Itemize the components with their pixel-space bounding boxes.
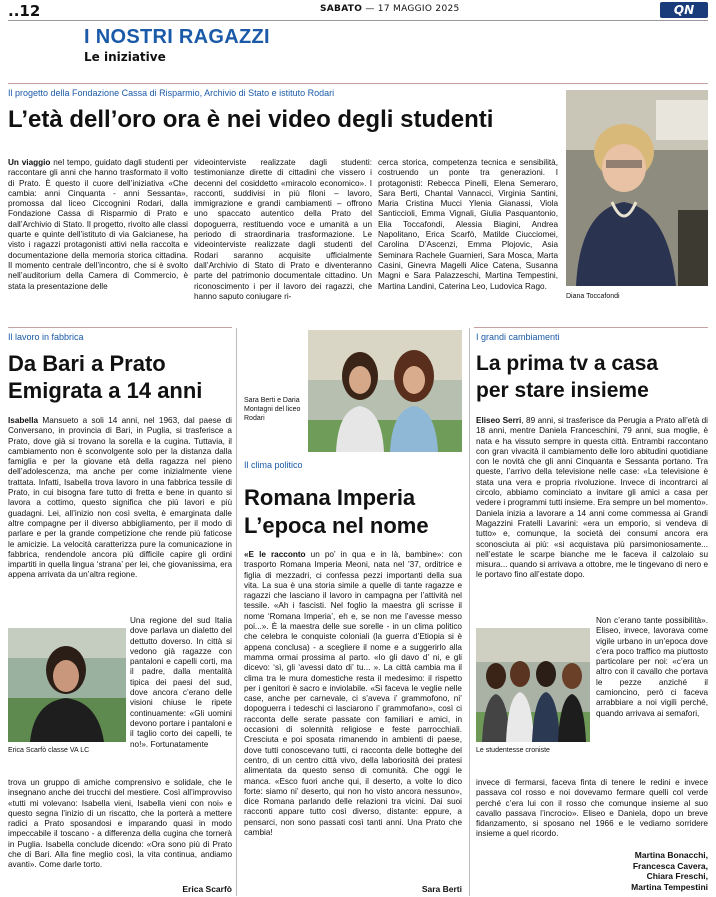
section-title: I NOSTRI RAGAZZI [84, 26, 270, 48]
right-signature-2: Francesca Cavera, [632, 860, 708, 871]
right-headline-line-2: per stare insieme [476, 379, 649, 402]
left-divider [8, 327, 232, 328]
middle-dropcap: «E le racconto [244, 550, 306, 559]
right-photo [476, 628, 590, 742]
left-body-end: trova un gruppo di amiche comprensivo e solidale, che le insegnano anche dei trucchi del mestiere. Così all’improvviso «tutti mi volevano: Isabella vieni, Isabella vieni con noi» e questo segna l’inizio di un riscatto, che la porterà a mettere radici a Prato sposandosi e imparando quasi in modo impeccabile il toscano - a differenza della cugina che tornerà in Puglia. Isabella conclude dicendo: «Ora sono più di Prato che di Bari. Alla fine meglio così, la vita continua, andiamo avanti». Come darle torto. [8, 778, 232, 870]
newspaper-logo: QN [660, 2, 708, 18]
left-signature: Erica Scarfò [182, 884, 232, 894]
middle-photo-caption: Sara Berti e Daria Montagni del liceo Rodari [244, 397, 301, 422]
left-body-text: Mansueto a soli 14 anni, nel 1963, dal paese di Conversano, in provincia di Bari, in Puglia, si trasferisce a Prato, dove già si trovano la sorella e la cugina. Tuttavia, il cambiamento non è sconvolgente solo per la distanza dalla famiglia e per la giovane età della ragazza nel pieno dell’adolescenza, ma anche per come inizialmente viene trattata. Infatti, Isabella trova lavoro in una fabbrica tessile di Prato, in cui bisogna fare tutto di fretta e bene in quanto si lavora a cottimo, questo significa che più lavori e più guadagni. Lei, all’inizio non così svelta, è emarginata dalle altre compagne per il diverso abbigliamento, per il modo di parlare e per la grande competizione che rende più faticose le amicizie. La velocità caratterizza pure la comunicazione in fabbrica, rendendole ancora più difficile capire gli ordini impartiti in quella lingua ‘strana’ per lei, che giovanissima, era appena arrivata da un’altra regione. [8, 416, 232, 580]
group-students-illustration [476, 628, 590, 742]
lead-headline: L’età dell’oro ora è nei video degli studenti [8, 106, 494, 133]
right-kicker: I grandi cambiamenti [476, 332, 560, 342]
two-students-illustration [308, 330, 462, 452]
right-headline-line-1: La prima tv a casa [476, 352, 659, 375]
left-photo-caption: Erica Scarfò classe VA LC [8, 747, 90, 754]
lead-column-1-text: nel tempo, guidato dagli studenti per raccontare gli anni che hanno trasformato il volto di Prato. È questo il cuore dell’iniziativa «Che cambia: anni Cinquanta - anni Sessanta», promossa dal liceo Ciccognini Rodari, dalla Fondazione Cassa di Risparmio di Prato e dall’Archivio di Stato. Il progetto, rivolto alle classi quarte e quinte dell’istituto di via Galcianese, ha visto i ragazzi protagonisti attivi nella raccolta e documentazione della memoria storica cittadina. Il momento centrale dell’incontro, che si è svolto nell’auditorium della Camera di Commercio, è stata la presentazione delle [8, 158, 188, 291]
right-photo-caption: Le studentesse croniste [476, 747, 550, 754]
middle-headline-line-1: Romana Imperia [244, 485, 416, 510]
right-dropcap: Eliseo Serri [476, 416, 522, 425]
student-portrait [8, 628, 126, 742]
dateline [320, 4, 460, 14]
right-divider [474, 327, 708, 328]
middle-headline-line-2: L’epoca nel nome [244, 513, 429, 538]
column-rule-right [469, 328, 470, 896]
lead-photo [566, 90, 708, 286]
middle-signature: Sara Berti [421, 884, 462, 894]
left-headline-line-1: Da Bari a Prato [8, 351, 166, 376]
left-body-side: Una regione del sud Italia dove parlava un dialetto del dettutto doverso. In città si vedono già ragazze con pantaloni e capelli corti, ma il padre, dalla mentalità tipica dei paesi del sud, dove ancora c’erano delle visioni chiuse le ripete continuamente: «Gli uomini devono portare i pantaloni e il taglio corto dei capelli, te no!». Fortunatamente [130, 616, 232, 749]
left-dropcap: Isabella [8, 416, 39, 425]
lead-column-3: cerca storica, competenza tecnica e sensibilità, costruendo un ponte tra generazioni. I protagonisti: Rebecca Pinelli, Elena Semeraro, Sara Berti, Chantal Vannacci, Virginia Santini, Maria Cristina Mucci Ylenia Gianassi, Viola Santiccioli, Emma Vignali, Giulia Pasquantonio, Elia Toccafondi, Alessia Biagini, Andrea Napolitano, Erica Scarfò, Matilde Ciucciomei, Carolina D’Ascenzi, Emma Plojovic, Asia Seminara Rachele Guarnieri, Sara Mosca, Marta Casini, Ginevra Magelli Alice Catena, Susanna Magni e Sara Palazzeschi, Martina Tempestini, Martina Landini, Caterina Leo, Ludovica Rago. [378, 158, 558, 291]
middle-body [244, 550, 462, 878]
left-headline [8, 350, 202, 404]
middle-kicker: Il clima politico [244, 460, 303, 470]
right-signatures [476, 850, 708, 892]
right-signature-4: Martina Tempestini [631, 881, 708, 892]
lead-dropcap: Un viaggio [8, 158, 51, 167]
middle-photo [308, 330, 462, 452]
right-body-end: invece di fermarsi, faceva finta di tenere le redini e invece passava col rosso e noi dovevamo fermare quelli col verde perché c’era lui con il rosso che comunque insieme al suo cavallo passava l’incrocio». Eliseo e Daniela, dopo un breve fidanzamento, si sposano nel 1966 e le vediamo sorridere insieme a quel ricordo. [476, 778, 708, 839]
page-number: ..12 [8, 2, 41, 20]
lead-photo-caption: Diana Toccafondi [566, 293, 620, 300]
top-divider [8, 20, 708, 21]
left-body [8, 416, 232, 614]
lead-column-1 [8, 158, 188, 316]
middle-headline [244, 484, 429, 540]
right-signature-1: Martina Bonacchi, [634, 850, 708, 860]
right-body [476, 416, 708, 614]
portrait-illustration [566, 90, 708, 286]
left-photo [8, 628, 126, 742]
left-kicker: Il lavoro in fabbrica [8, 332, 84, 342]
right-headline [476, 350, 658, 404]
right-signature-3: Chiara Freschi, [646, 871, 708, 881]
section-subtitle: Le iniziative [84, 50, 166, 64]
lead-kicker: Il progetto della Fondazione Cassa di Risparmio, Archivio di Stato e istituto Rodari [8, 88, 335, 98]
dateline-day: SABATO [320, 4, 363, 14]
right-body-text: , 89 anni, si trasferisce da Perugia a Prato all’età di 18 anni, mentre Daniela Franceschini, 79 anni, sua moglie, è nata e ha vissuto sempre in questa città. Entrambi raccontano con gran vivacità il cambiamento delle loro abitudini quotidiane con le novità che gli anni Cinquanta e Sessanta portano. Tra queste, l’arrivo della televisione nelle case: «La televisione è stata una vera e propria rivoluzione. Invece di incontrarci al circolo, abbiamo cominciato a invitare gli amici a casa per vedere i programmi tutti insieme. Era sempre un bel momento». Daniela inizia a lavorare a 14 anni come commessa ai Grandi Magazzini Fratelli Lavarini: «era un emporio, si vendeva di tutto» e, comunque, la società dei consumi ancora era sconosciuta ai più: «si acquistava più parsimoniosamente... nell’estate le scarpe bianche me le faceva il calzolaio su misura... quando si arrivava a ottobre, me le tingevano di nero e le portavo fino all’estate dopo. [476, 416, 708, 580]
middle-body-text: un po’ in qua e in là, bambine»: con trasporto Romana Imperia Meoni, nata nel ’37, orditrice e figlia di mezzadri, ci confessa pezzi importanti della sua vita. La sua è una storia simile a quelle di tante ragazze e ragazzi che lasciano il lavoro in campagna per l’attività nel tessile. «Ah i fascisti. Nel foglio la maestra gli scrisse il nome ‘Romana Imperia’, eh e, se non me l’avesse messo poi...». È la maestra delle sue sorelle - in un clima politico che celebra le conquiste coloniali (la guerra d’Etiopia si è appena conclusa) - a scegliere il nome e a suggerirlo alla mamma ormai prossima al parto. «Io gli davo d’ ni, e gli dicevo: ‘sì, gli ‘avessi dato di’ tu... ». La città cambia ma il clima tra le mura domestiche resta il medesimo: il rispetto per i genitori è sacro e inviolabile. «Si faceva le veglie nelle case, anche per carnevale, ci s’aveva i’ grammofono, ni’ dopoguerra i tedeschi ci lasciarono i’ grammofano», così ci racconta delle serate passate con familiari e amici, in occasioni di solennità religiose e feste parrocchiali. Cresciuta e poi sposata rimanendo in ambienti di paese, dove tutti conoscevano tutti, ci racconta delle botteghe del centro, di un centro città vivo, della laboriosità dei pratesi alimentata da questo senso di comunità. Che oggi le manca. «Esco fuori anche qui, il deserto, a volte lo dico forte: siamo ni’ deserto, qui non ho visto ancora nessuno», dice Romana parlando delle relazioni tra vicini. Dai suoi racconti appare tutto così diverso, distante: eppure, a pensarci, non sono passati così tanti anni. Una Prato che cambia! [244, 550, 462, 838]
dateline-date: — 17 MAGGIO 2025 [365, 4, 460, 14]
lead-column-2: videointerviste realizzate dagli studenti: testimonianze dirette di cittadini che vissero i decenni del cosiddetto «miracolo economico». I racconti, suddivisi in più filoni – lavoro, immigrazione e grandi cambiamenti – offrono uno spaccato autentico della Prato del dopoguerra, restituendo voce e umanità a un periodo di straordinaria trasformazione. Le videointerviste realizzate dagli studenti del Rodari saranno acquisite ufficialmente dall’Archivio di Stato di Prato e diventeranno parte del patrimonio documentale cittadino. Un riconoscimento i per il lavoro dei ragazzi, che hanno saputo coniugare ri- [194, 158, 372, 301]
right-body-side: Non c’erano tante possibilità». Eliseo, invece, lavorava come vigile urbano in un’epoca dove c’era poco traffico ma piuttosto particolare per noi: «c’era un altro con il cavallo che portava le pezze anziché il camioncino, però ci faceva arrabbiare a noi vigili perché, quando arrivava ai semafori, [596, 616, 708, 718]
column-rule-left [236, 328, 237, 896]
left-headline-line-2: Emigrata a 14 anni [8, 378, 203, 403]
lead-divider [8, 83, 708, 84]
